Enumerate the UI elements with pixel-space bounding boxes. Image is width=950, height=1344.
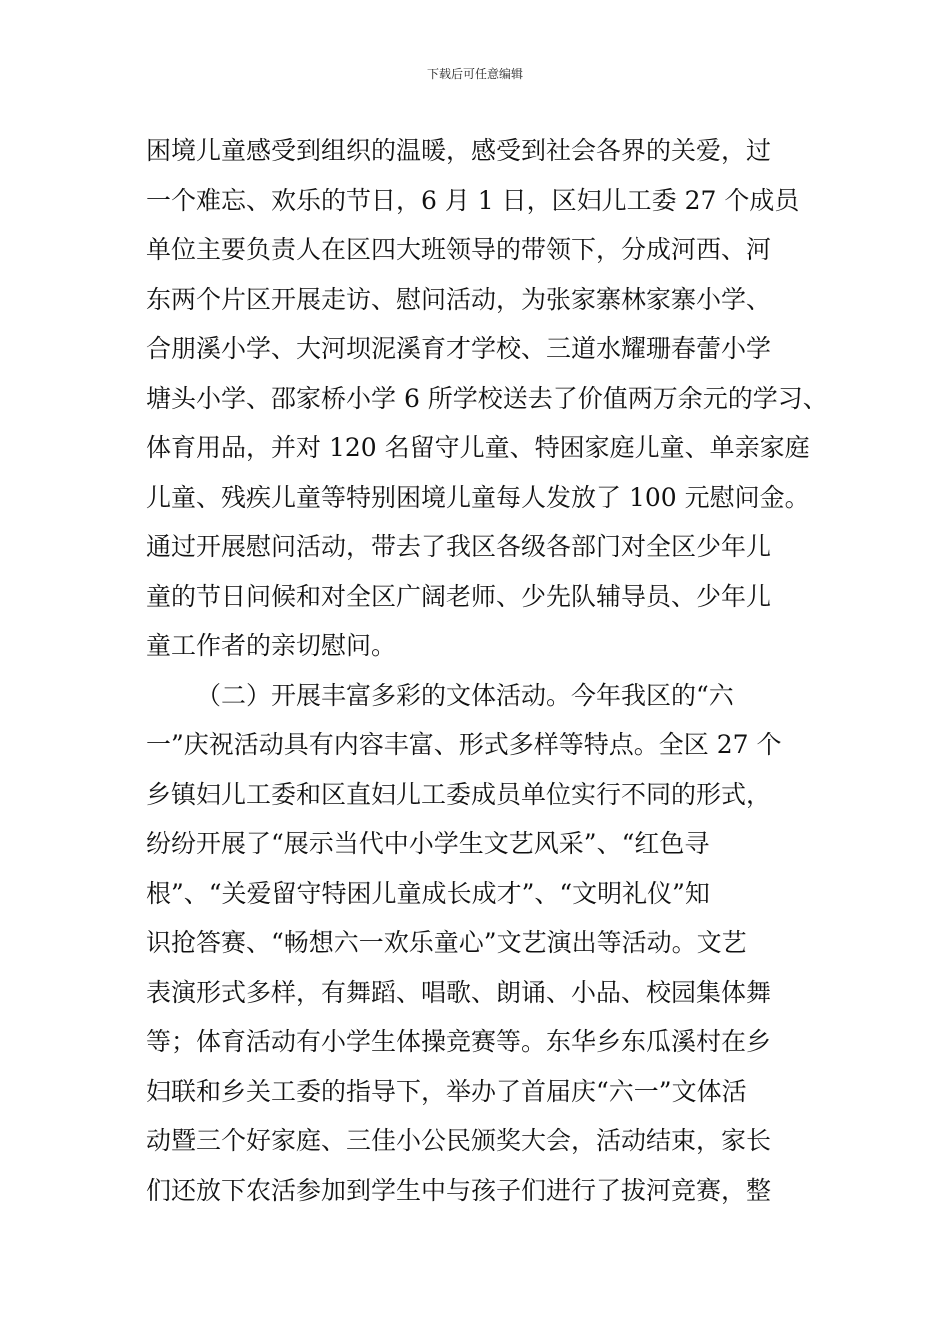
text-line: 合朋溪小学、大河坝泥溪育才学校、三道水耀珊春蕾小学 <box>146 334 772 363</box>
text-line: 通过开展慰问活动，带去了我区各级各部门对全区少年儿 <box>146 532 772 561</box>
text-line: 童的节日问候和对全区广阔老师、少先队辅导员、少年儿 <box>146 581 772 611</box>
page-header: 下载后可任意编辑 <box>426 67 523 81</box>
document-body <box>146 126 826 1215</box>
text-line: 儿童、残疾儿童等特别困境儿童每人发放了 100 元慰问金。 <box>146 482 810 512</box>
text-line: 困境儿童感受到组织的温暖，感受到社会各界的关爱，过 <box>146 136 772 165</box>
text-line: 动暨三个好家庭、三佳小公民颁奖大会，活动结束，家长 <box>146 1126 772 1155</box>
text-line: 纷纷开展了“展示当代中小学生文艺风采”、“红色寻 <box>146 829 710 858</box>
text-line: 识抢答赛、“畅想六一欢乐童心”文艺演出等活动。文艺 <box>146 928 747 957</box>
text-line: 童工作者的亲切慰问。 <box>146 631 397 660</box>
text-line: 一”庆祝活动具有内容丰富、形式多样等特点。全区 27 个 <box>146 730 782 759</box>
text-line: 单位主要负责人在区四大班领导的带领下，分成河西、河 <box>146 235 772 264</box>
text-line: 表演形式多样，有舞蹈、唱歌、朗诵、小品、校园集体舞 <box>146 977 772 1007</box>
text-line: 等；体育活动有小学生体操竞赛等。东华乡东瓜溪村在乡 <box>146 1027 772 1056</box>
text-line: 乡镇妇儿工委和区直妇儿工委成员单位实行不同的形式， <box>146 779 772 809</box>
text-line: 体育用品，并对 120 名留守儿童、特困家庭儿童、单亲家庭 <box>146 433 810 462</box>
text-line: 塘头小学、邵家桥小学 6 所学校送去了价值两万余元的学习、 <box>146 383 828 413</box>
section-heading-line: （二）开展丰富多彩的文体活动。今年我区的“六 <box>196 680 734 710</box>
text-line: 根”、“关爱留守特困儿童成长成才”、“文明礼仪”知 <box>146 878 710 908</box>
text-line: 东两个片区开展走访、慰问活动，为张家寨林家寨小学、 <box>146 284 772 314</box>
text-line: 们还放下农活参加到学生中与孩子们进行了拔河竞赛，整 <box>146 1175 772 1205</box>
text-line: 一个难忘、欢乐的节日，6 月 1 日，区妇儿工委 27 个成员 <box>146 185 800 215</box>
text-line: 妇联和乡关工委的指导下，举办了首届庆“六一”文体活 <box>146 1076 747 1106</box>
